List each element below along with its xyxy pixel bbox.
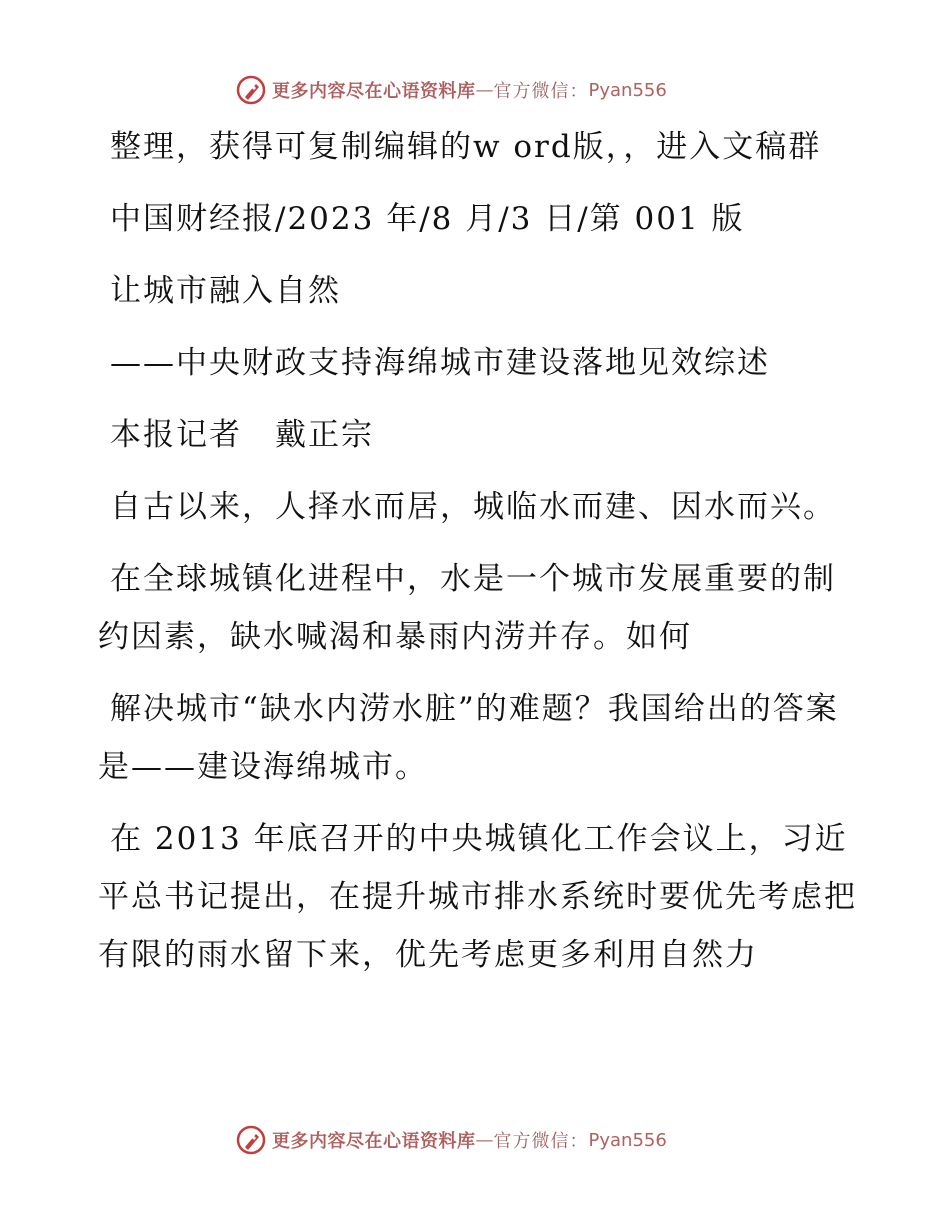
pen-nib-logo-icon [236,75,266,105]
paragraph-intro: 自古以来，人择水而居，城临水而建、因水而兴。 [110,489,836,525]
watermark-official-text: 官方微信： [493,1131,589,1152]
watermark-separator: — [475,1129,494,1151]
header-watermark [236,73,667,107]
document-body [98,118,858,998]
watermark-wechat-id: Pyan556 [588,79,667,101]
article-title: 让城市融入自然 [110,273,341,309]
article-byline: 本报记者 戴正宗 [110,417,374,453]
paragraph-source-line: 中国财经报/2023 年/8 月/3 日/第 001 版 [110,201,745,237]
paragraph-body: 在 2013 年底召开的中央城镇化工作会议上，习近平总书记提出，在提升城市排水系统时要优先考虑把有限的雨水留下来，优先考虑更多利用自然力 [98,821,857,973]
watermark-wechat-id: Pyan556 [588,1129,667,1151]
pen-nib-logo-icon [236,1125,266,1155]
watermark-brand-text: 更多内容尽在心语资料库 [272,81,476,102]
footer-watermark [236,1123,667,1157]
watermark-separator: — [475,79,494,101]
watermark-official-text: 官方微信： [493,81,589,102]
watermark-brand-text: 更多内容尽在心语资料库 [272,1131,476,1152]
article-subtitle: ——中央财政支持海绵城市建设落地见效综述 [110,345,770,381]
paragraph-body: 在全球城镇化进程中，水是一个城市发展重要的制约因素，缺水喊渴和暴雨内涝并存。如何 [98,561,836,655]
paragraph-word-group-note: 整理，获得可复制编辑的w ord版，，进入文稿群 [110,129,822,165]
paragraph-body: 解决城市“缺水内涝水脏”的难题？我国给出的答案是——建设海绵城市。 [98,691,839,785]
